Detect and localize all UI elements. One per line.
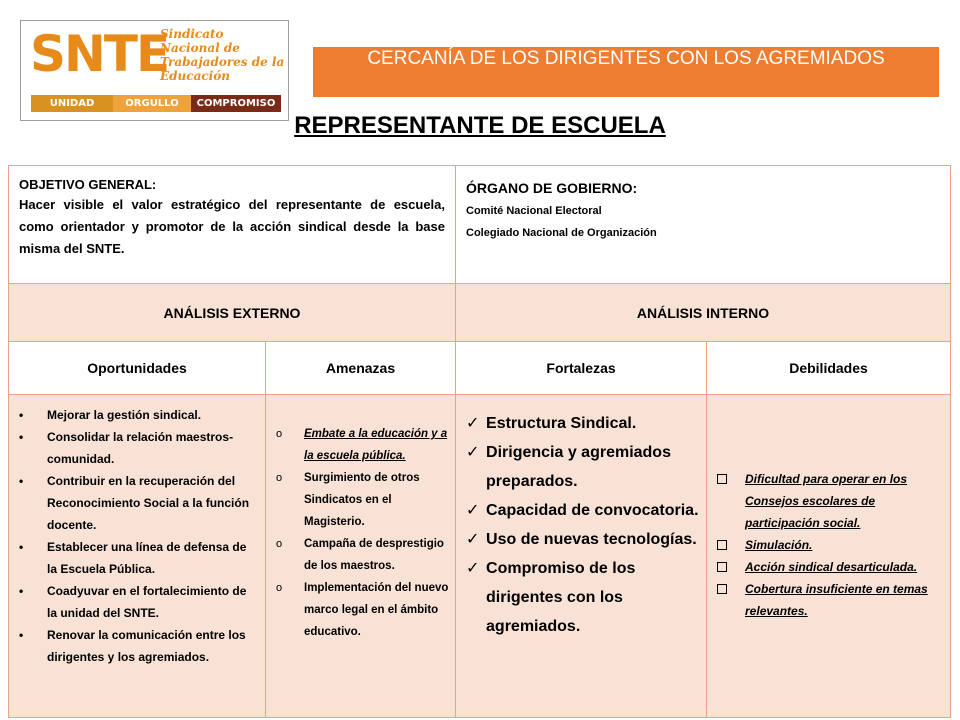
bullet-icon: • bbox=[19, 540, 24, 554]
circle-bullet-icon: o bbox=[276, 582, 283, 594]
logo-motto-bar bbox=[31, 95, 281, 112]
weaknesses-cell bbox=[707, 395, 951, 718]
list-item: Simulación. bbox=[717, 534, 944, 556]
list-item: • Establecer una línea de defensa de la Escuela Pública. bbox=[19, 536, 259, 580]
bullet-icon: • bbox=[19, 628, 24, 642]
internal-analysis-header: ANÁLISIS INTERNO bbox=[456, 284, 951, 342]
weaknesses-list bbox=[707, 395, 950, 622]
snte-logo bbox=[20, 20, 289, 121]
list-item: • Consolidar la relación maestros-comunidad. bbox=[19, 426, 259, 470]
checkmark-icon: ✓ bbox=[466, 502, 480, 519]
governing-heading: ÓRGANO DE GOBIERNO: bbox=[466, 180, 638, 196]
analysis-table bbox=[8, 165, 951, 718]
logo-mark: SNTE bbox=[30, 25, 169, 83]
logo-motto-orgullo: ORGULLO bbox=[113, 95, 191, 112]
content-row bbox=[9, 395, 951, 718]
analysis-row bbox=[9, 284, 951, 342]
objective-row bbox=[9, 166, 951, 284]
list-item: o Implementación del nuevo marco legal en el ámbito educativo. bbox=[276, 577, 451, 643]
strengths-list bbox=[456, 395, 706, 641]
banner-title: CERCANÍA DE LOS DIRIGENTES CON LOS AGREMIADOS bbox=[367, 48, 885, 69]
col-threats: Amenazas bbox=[266, 342, 456, 395]
col-strengths: Fortalezas bbox=[456, 342, 707, 395]
list-item: Cobertura insuficiente en temas relevantes. bbox=[717, 578, 944, 622]
strengths-cell bbox=[456, 395, 707, 718]
checkmark-icon: ✓ bbox=[466, 415, 480, 432]
subtitle bbox=[0, 112, 960, 140]
bullet-icon: • bbox=[19, 430, 24, 444]
logo-motto-unidad: UNIDAD bbox=[31, 95, 113, 112]
governing-cell bbox=[456, 166, 951, 284]
logo-line: Educación bbox=[160, 69, 230, 83]
checkmark-icon: ✓ bbox=[466, 560, 480, 577]
square-bullet-icon bbox=[717, 562, 727, 572]
col-opportunities: Oportunidades bbox=[9, 342, 266, 395]
square-bullet-icon bbox=[717, 474, 727, 484]
list-item: • Contribuir en la recuperación del Reconocimiento Social a la función docente. bbox=[19, 470, 259, 536]
threats-list bbox=[266, 395, 455, 643]
list-item: o Campaña de desprestigio de los maestros. bbox=[276, 533, 451, 577]
checkmark-icon: ✓ bbox=[466, 531, 480, 548]
threats-cell bbox=[266, 395, 456, 718]
list-item: o Surgimiento de otros Sindicatos en el Magisterio. bbox=[276, 467, 451, 533]
list-item: Dificultad para operar en los Consejos escolares de participación social. bbox=[717, 468, 944, 534]
logo-motto-compromiso: COMPROMISO bbox=[191, 95, 281, 112]
logo-line: Nacional de bbox=[160, 41, 240, 55]
bullet-icon: • bbox=[19, 408, 24, 422]
opportunities-cell bbox=[9, 395, 266, 718]
list-item: • Renovar la comunicación entre los dirigentes y los agremiados. bbox=[19, 624, 259, 668]
objective-cell bbox=[9, 166, 456, 284]
square-bullet-icon bbox=[717, 540, 727, 550]
external-analysis-header: ANÁLISIS EXTERNO bbox=[9, 284, 456, 342]
circle-bullet-icon: o bbox=[276, 428, 283, 440]
list-item: • Mejorar la gestión sindical. bbox=[19, 404, 259, 426]
governing-item: Comité Nacional Electoral bbox=[466, 205, 602, 217]
col-weaknesses: Debilidades bbox=[707, 342, 951, 395]
circle-bullet-icon: o bbox=[276, 472, 283, 484]
logo-text bbox=[160, 27, 284, 83]
list-item: ✓ Uso de nuevas tecnologías. bbox=[466, 525, 700, 554]
logo-line: Trabajadores de la bbox=[160, 55, 285, 69]
list-item: • Coadyuvar en el fortalecimiento de la unidad del SNTE. bbox=[19, 580, 259, 624]
list-item: ✓ Compromiso de los dirigentes con los agremiados. bbox=[466, 554, 700, 641]
bullet-icon: • bbox=[19, 474, 24, 488]
bullet-icon: • bbox=[19, 584, 24, 598]
circle-bullet-icon: o bbox=[276, 538, 283, 550]
subtitle-text: REPRESENTANTE DE ESCUELA bbox=[294, 112, 666, 139]
objective-text: Hacer visible el valor estratégico del representante de escuela, como orientador y promotor de la acción sindical desde la base misma del SNTE. bbox=[19, 197, 446, 256]
logo-line: Sindicato bbox=[160, 27, 224, 41]
list-item: ✓ Dirigencia y agremiados preparados. bbox=[466, 438, 700, 496]
list-item: ✓ Capacidad de convocatoria. bbox=[466, 496, 700, 525]
objective-heading: OBJETIVO GENERAL: bbox=[19, 177, 157, 192]
square-bullet-icon bbox=[717, 584, 727, 594]
governing-item: Colegiado Nacional de Organización bbox=[466, 227, 657, 239]
checkmark-icon: ✓ bbox=[466, 444, 480, 461]
title-banner bbox=[313, 47, 939, 97]
opportunities-list bbox=[9, 395, 265, 668]
list-item: ✓ Estructura Sindical. bbox=[466, 409, 700, 438]
list-item: o Embate a la educación y a la escuela pública. bbox=[276, 423, 451, 467]
column-header-row bbox=[9, 342, 951, 395]
list-item: Acción sindical desarticulada. bbox=[717, 556, 944, 578]
